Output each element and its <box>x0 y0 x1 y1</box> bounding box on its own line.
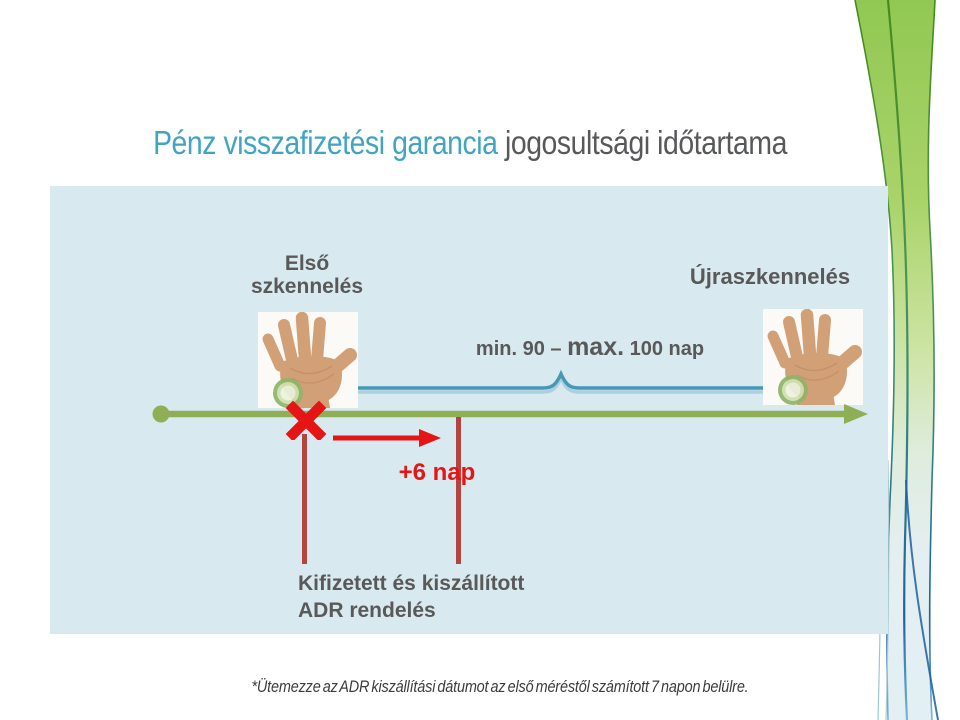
first-scan-label <box>207 252 407 298</box>
timeline-arrow-icon <box>150 401 870 427</box>
range-brace-icon <box>357 369 765 395</box>
palm-hand-icon <box>763 309 863 405</box>
duration-max: max. <box>567 333 625 361</box>
order-line2: ADR rendelés <box>298 599 436 622</box>
palm-hand-icon <box>258 312 358 408</box>
duration-label <box>430 333 750 362</box>
content-panel <box>50 186 888 634</box>
order-line1: Kifizetett és kiszállított <box>298 572 525 595</box>
title-rest: jogosultsági időtartama <box>497 124 787 161</box>
first-scan-line1: Első <box>284 252 330 275</box>
order-label <box>298 570 524 624</box>
duration-post: 100 nap <box>624 338 705 360</box>
delivery-window-end-line <box>456 417 461 564</box>
arrow-right-icon <box>331 427 443 449</box>
timeline-start-dot <box>153 406 170 423</box>
first-scan-line2: szkennelés <box>250 275 364 298</box>
plus-days-label: +6 nap <box>398 459 476 486</box>
rescan-label: Újraszkennelés <box>689 264 851 289</box>
duration-pre: min. 90 – <box>475 338 568 360</box>
delivery-window-start-line <box>302 434 307 564</box>
page-title <box>109 124 831 162</box>
footnote: *Ütemezze az ADR kiszállítási dátumot az első méréstől számított 7 napon belülre. <box>251 677 749 696</box>
title-highlight: Pénz visszafizetési garancia <box>153 124 498 161</box>
